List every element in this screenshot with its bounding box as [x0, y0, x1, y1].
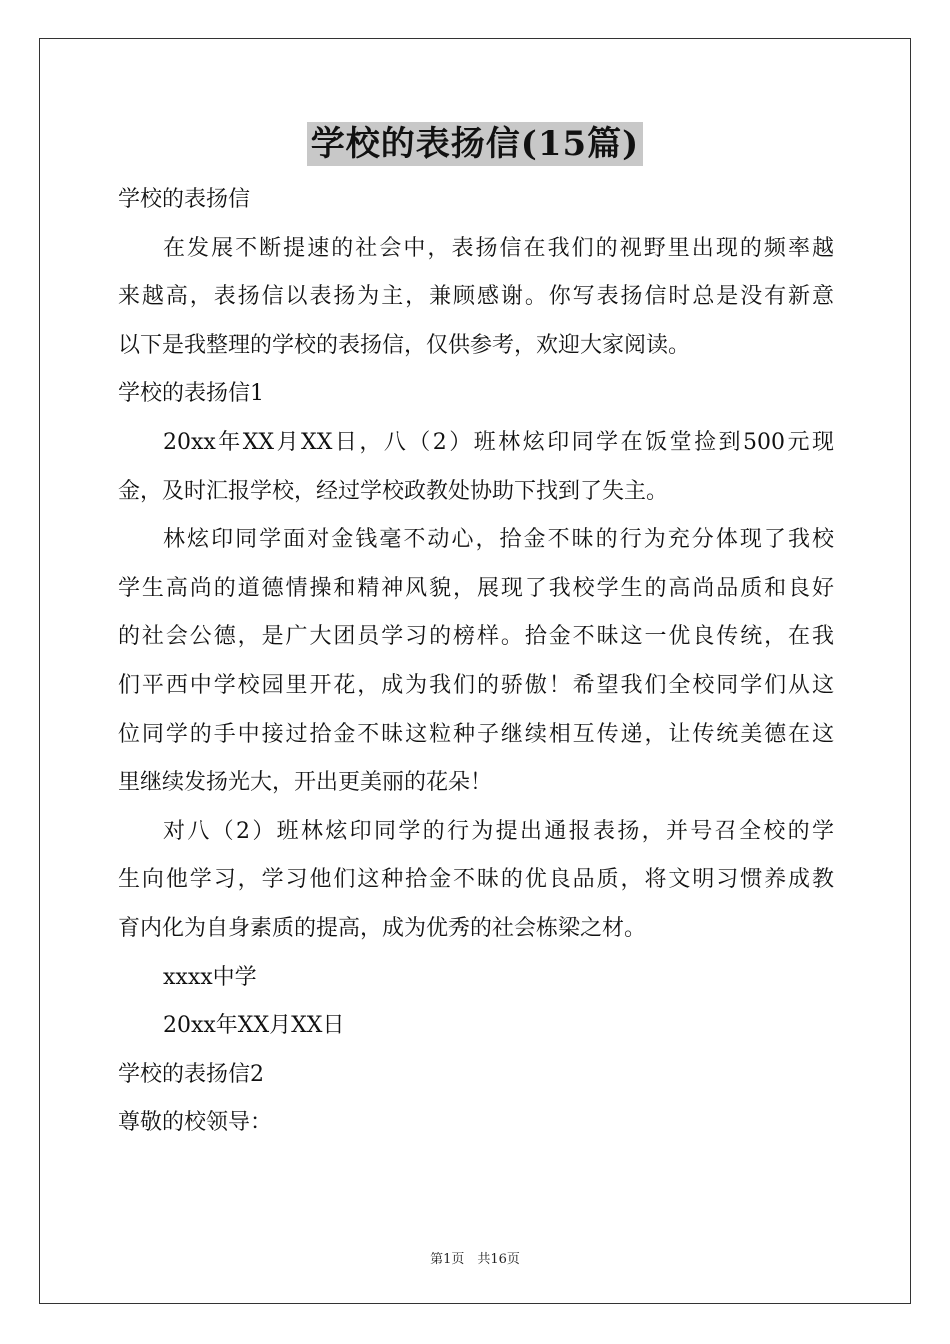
text-line: 里继续发扬光大，开出更美丽的花朵！ [118, 770, 493, 796]
text-line: 对八（2）班林炫印同学的行为提出通报表扬，并号召全校的学 [163, 818, 834, 844]
text-line: 林炫印同学面对金钱毫不动心，拾金不昧的行为充分体现了我校 [163, 527, 834, 553]
text-line: 学校的表扬信 [118, 187, 251, 212]
text-line: 学校的表扬信2 [118, 1061, 264, 1087]
document-body [118, 176, 834, 1148]
text-line: 学校的表扬信1 [118, 381, 264, 407]
text-line: 们平西中学校园里开花，成为我们的骄傲！希望我们全校同学们从这 [118, 672, 834, 698]
text-line: 以下是我整理的学校的表扬信，仅供参考，欢迎大家阅读。 [118, 332, 691, 358]
text-line: 的社会公德，是广大团员学习的榜样。拾金不昧这一优良传统，在我 [118, 624, 834, 650]
title-wrap [0, 122, 950, 166]
text-line: 育内化为自身素质的提高，成为优秀的社会栋梁之材。 [118, 915, 647, 941]
text-line: 来越高，表扬信以表扬为主，兼顾感谢。你写表扬信时总是没有新意 [118, 284, 834, 310]
page-footer: 第1页 共16页 [430, 1252, 520, 1267]
text-line: 生向他学习，学习他们这种拾金不昧的优良品质，将文明习惯养成教 [118, 867, 834, 893]
text-line: 在发展不断提速的社会中，表扬信在我们的视野里出现的频率越 [163, 235, 834, 261]
document-title: 学校的表扬信(15篇) [307, 122, 644, 166]
text-line: 20xx年XX月XX日，八（2）班林炫印同学在饭堂捡到500元现 [163, 429, 834, 455]
text-line: 位同学的手中接过拾金不昧这粒种子继续相互传递，让传统美德在这 [118, 721, 834, 747]
text-line: 学生高尚的道德情操和精神风貌，展现了我校学生的高尚品质和良好 [118, 575, 834, 601]
text-line: 20xx年XX月XX日 [163, 1013, 345, 1039]
text-line: 金，及时汇报学校，经过学校政教处协助下找到了失主。 [118, 478, 669, 504]
text-line: xxxx中学 [163, 964, 257, 990]
text-line: 尊敬的校领导： [118, 1110, 273, 1136]
